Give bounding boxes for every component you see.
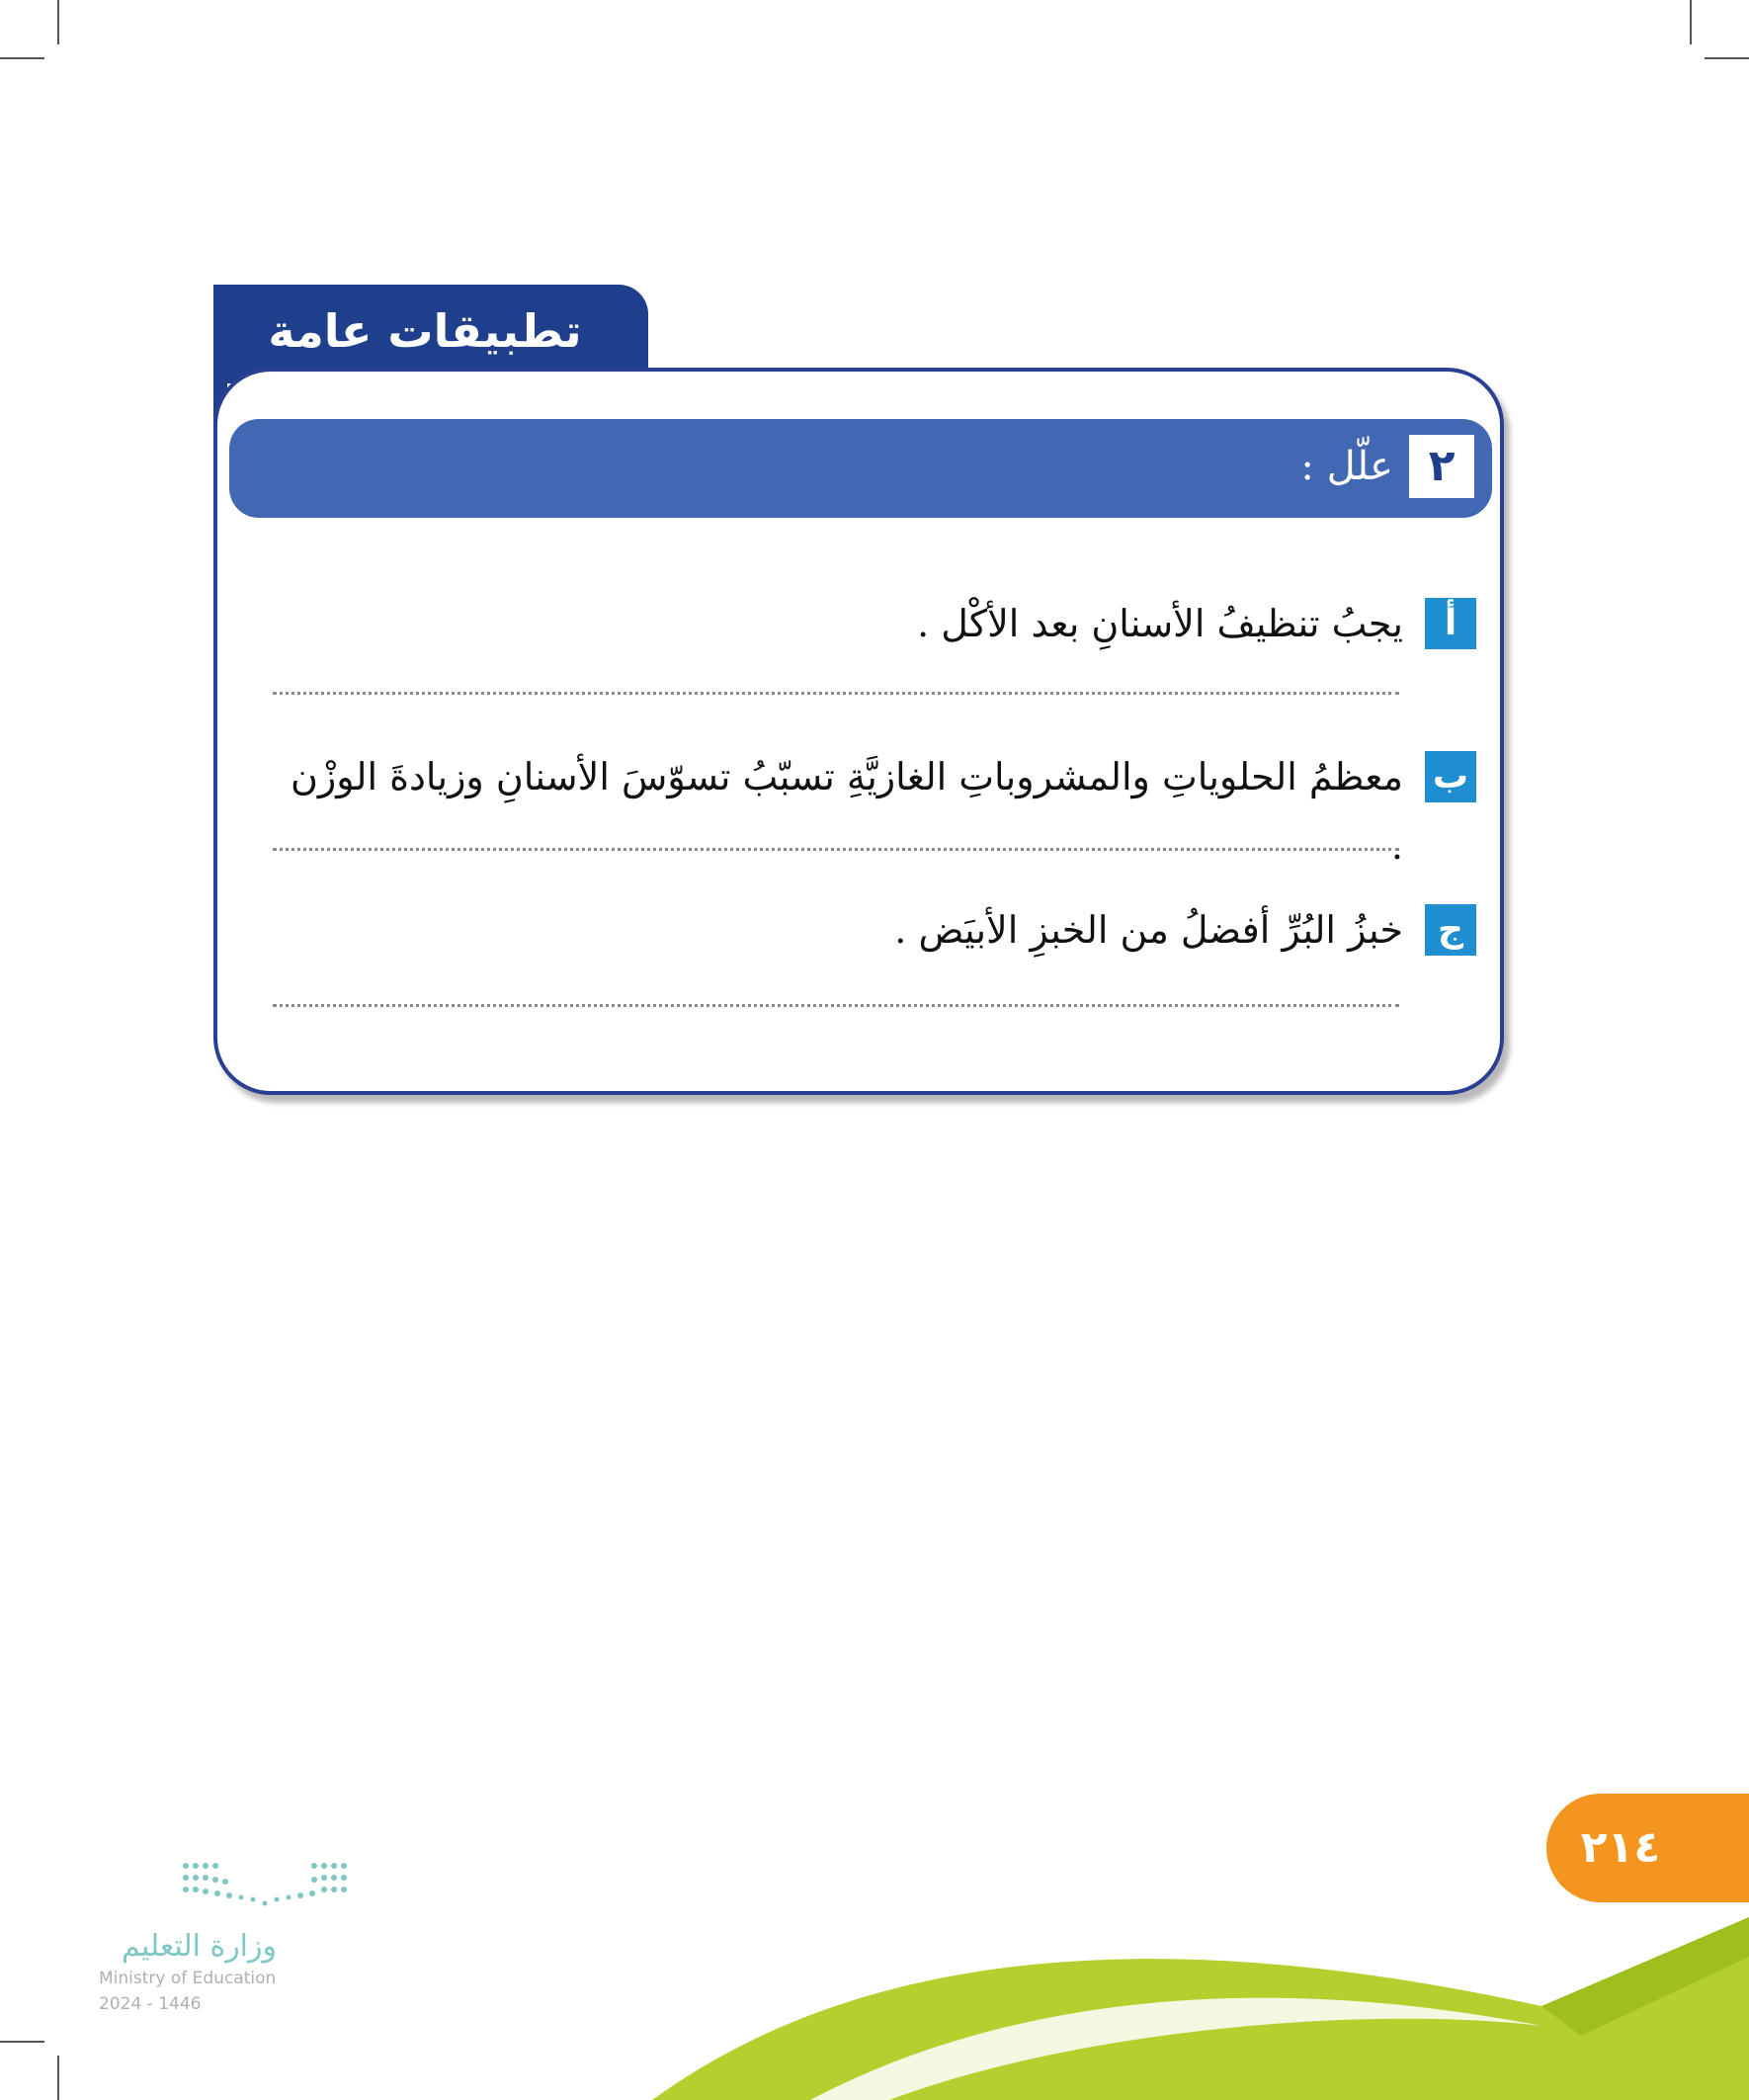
crop-mark — [0, 57, 44, 59]
crop-mark — [1690, 0, 1692, 44]
item-text-b: معظمُ الحلوياتِ والمشروباتِ الغازيَّةِ تسبّبُ تسوّسَ الأسنانِ وزيادةَ الوزْن . — [290, 755, 1403, 868]
green-wave-decoration — [0, 1897, 1749, 2100]
ministry-name-arabic: وزارة التعليم — [121, 1929, 277, 1964]
ministry-name-english: Ministry of Education — [99, 1969, 277, 1988]
question-label: علّل : — [1300, 444, 1393, 489]
answer-line[interactable] — [273, 692, 1399, 695]
item-badge-b: ب — [1425, 751, 1476, 802]
item-badge-a: أ — [1425, 598, 1476, 649]
crop-mark — [1705, 57, 1749, 59]
ministry-year: 2024 - 1446 — [99, 1994, 202, 2014]
crop-mark — [57, 0, 59, 44]
page-number: ٢١٤ — [1580, 1822, 1661, 1873]
item-badge-c: ج — [1425, 904, 1476, 956]
section-title: تطبيقات عامة — [268, 304, 582, 358]
question-number: ٢ — [1409, 435, 1474, 498]
item-text-a: يجبُ تنظيفُ الأسنانِ بعد الأكْل . — [917, 602, 1403, 645]
answer-line[interactable] — [273, 1004, 1399, 1007]
answer-line[interactable] — [273, 848, 1399, 851]
item-text-c: خبزُ البُرِّ أفضلُ من الخبزِ الأبيَض . — [894, 908, 1403, 952]
